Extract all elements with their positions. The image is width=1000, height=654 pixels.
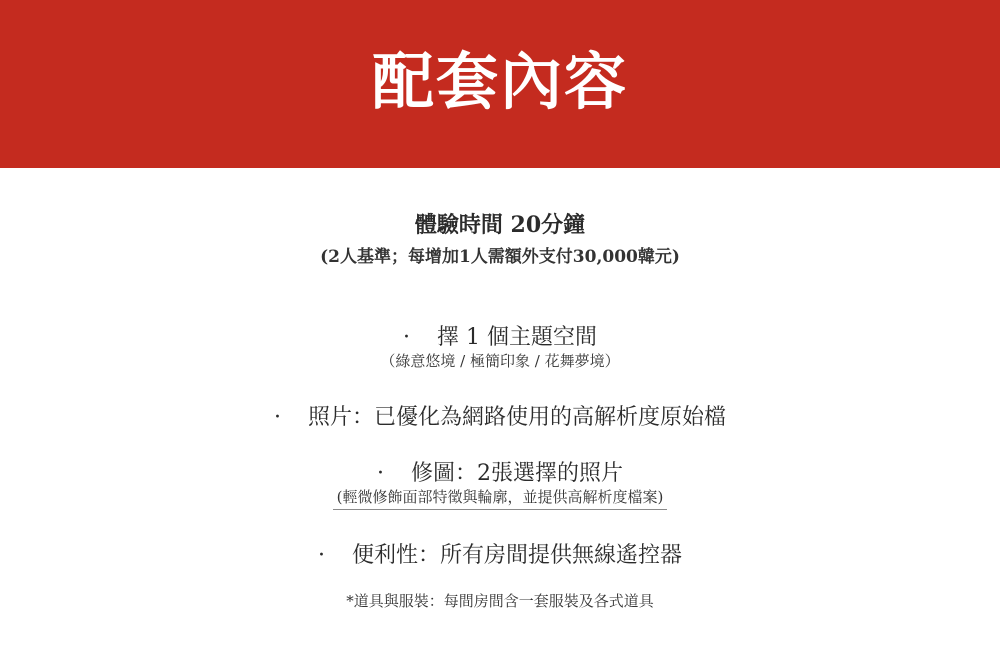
package-content — [0, 168, 1000, 654]
retouch-detail-text: (輕微修飾面部特徵與輪廓，並提供高解析度檔案) — [333, 486, 668, 510]
item-text: 擇 1 個主題空間 — [437, 325, 597, 350]
header-banner — [0, 0, 1000, 168]
bullet-dot: · — [273, 405, 281, 430]
item-convenience — [0, 538, 1000, 569]
page-title: 配套內容 — [371, 45, 628, 118]
item-retouch-detail — [0, 486, 1000, 510]
item-theme-space-options: （綠意悠境 / 極簡印象 / 花舞夢境） — [380, 352, 620, 370]
props-footnote: *道具與服裝：每間房間含一套服裝及各式道具 — [346, 592, 654, 610]
bullet-dot: · — [403, 325, 410, 350]
item-text: 修圖：2張選擇的照片 — [411, 461, 623, 486]
item-photos — [0, 400, 1000, 431]
item-text: 照片：已優化為網路使用的高解析度原始檔 — [307, 405, 726, 430]
duration-note: (2人基準；每增加1人需額外支付30,000韓元) — [320, 247, 680, 267]
bullet-dot: · — [377, 461, 384, 486]
item-theme-space — [0, 320, 1000, 351]
item-retouch — [0, 456, 1000, 487]
duration-title: 體驗時間 20分鐘 — [414, 212, 586, 238]
item-text: 便利性：所有房間提供無線遙控器 — [351, 543, 682, 568]
bullet-dot: · — [317, 543, 325, 568]
